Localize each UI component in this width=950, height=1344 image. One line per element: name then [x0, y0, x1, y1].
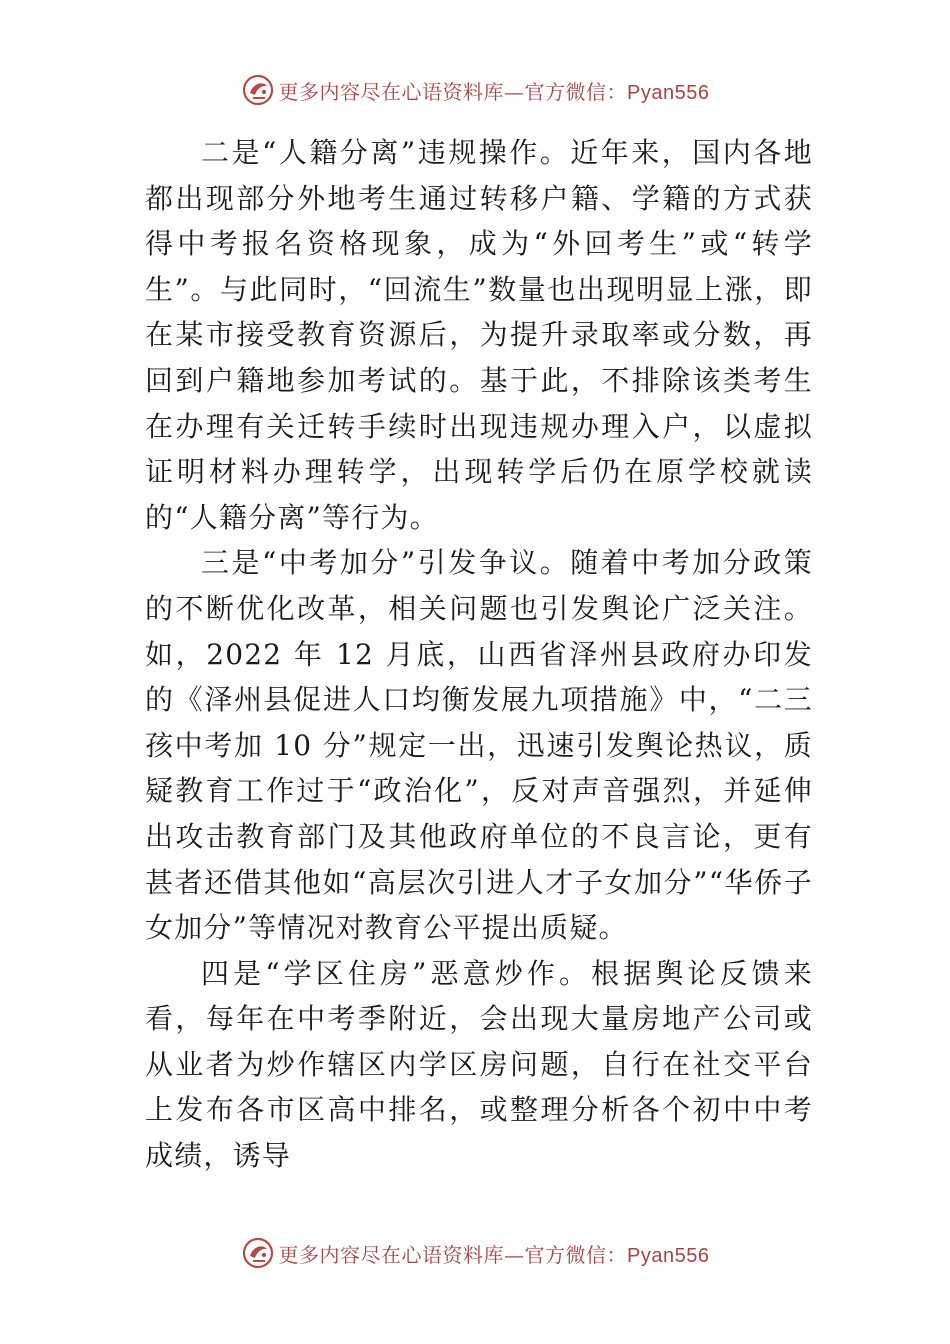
watermark-text: 更多内容尽在心语资料库—官方微信：Pyan556 [278, 79, 710, 104]
paragraph-1: 二是“人籍分离”违规操作。近年来，国内各地都出现部分外地考生通过转移户籍、学籍的方式获得中考报名资格现象，成为“外回考生”或“转学生”。与此同时，“回流生”数量也出现明显上涨，即在某市接受教育资源后，为提升录取率或分数，再回到户籍地参加考试的。基于此，不排除该类考生在办理有关迁转手续时出现违规办理入户，以虚拟证明材料办理转学，出现转学后仍在原学校就读的“人籍分离”等行为。 [145, 136, 813, 534]
paragraph-2: 三是“中考加分”引发争议。随着中考加分政策的不断优化改革，相关问题也引发舆论广泛关注。如，2022 年 12 月底，山西省泽州县政府办印发的《泽州县促进人口均衡发展九项措施》中，“二三孩中考加 10 分”规定一出，迅速引发舆论热议，质疑教育工作过于“政治化”，反对声音强烈，并延伸出攻击教育部门及其他政府单位的不良言论，更有甚者还借其他如“高层次引进人才子女加分”“华侨子女加分”等情况对教育公平提出质疑。 [145, 546, 813, 945]
paragraph-3: 四是“学区住房”恶意炒作。根据舆论反馈来看，每年在中考季附近，会出现大量房地产公司或从业者为炒作辖区内学区房问题，自行在社交平台上发布各市区高中排名，或整理分析各个初中中考成绩，诱导 [145, 956, 813, 1173]
document-body [145, 130, 813, 1179]
watermark-text: 更多内容尽在心语资料库—官方微信：Pyan556 [278, 1242, 710, 1267]
footer-watermark [0, 1233, 950, 1273]
brand-logo-icon [241, 1236, 275, 1270]
header-watermark [0, 70, 950, 110]
brand-logo-icon [241, 73, 275, 107]
